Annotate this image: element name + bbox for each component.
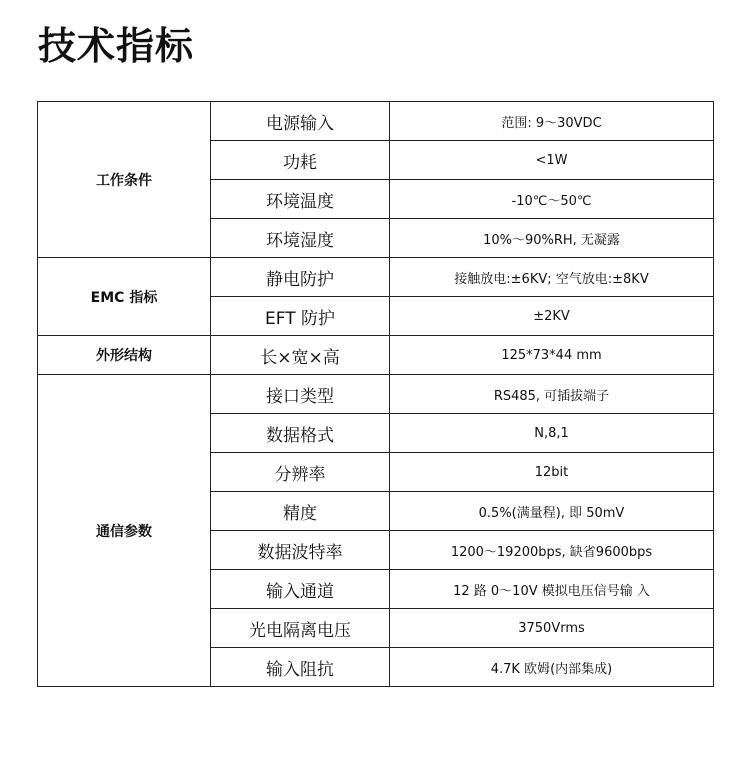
param-name: 长×宽×高 (211, 336, 390, 375)
table-row (38, 375, 714, 414)
param-value: 4.7K 欧姆(内部集成) (390, 648, 714, 687)
group-label-working-conditions: 工作条件 (38, 102, 211, 258)
param-value: 10%～90%RH, 无凝露 (390, 219, 714, 258)
param-value: <1W (390, 141, 714, 180)
param-name: 分辨率 (211, 453, 390, 492)
param-value: 接触放电:±6KV; 空气放电:±8KV (390, 258, 714, 297)
param-name: 功耗 (211, 141, 390, 180)
param-name: 数据波特率 (211, 531, 390, 570)
group-label-communication: 通信参数 (38, 375, 211, 687)
param-name: 接口类型 (211, 375, 390, 414)
spec-table (37, 101, 714, 687)
table-row (38, 258, 714, 297)
page-title: 技术指标 (38, 24, 195, 68)
param-value: 12 路 0～10V 模拟电压信号输 入 (390, 570, 714, 609)
param-value: 12bit (390, 453, 714, 492)
param-value: 范围: 9～30VDC (390, 102, 714, 141)
param-value: 0.5%(满量程), 即 50mV (390, 492, 714, 531)
param-value: 3750Vrms (390, 609, 714, 648)
param-name: 精度 (211, 492, 390, 531)
param-value: RS485, 可插拔端子 (390, 375, 714, 414)
group-label-emc: EMC 指标 (38, 258, 211, 336)
param-name: 环境温度 (211, 180, 390, 219)
param-name: 光电隔离电压 (211, 609, 390, 648)
param-value: ±2KV (390, 297, 714, 336)
table-row (38, 102, 714, 141)
param-name: 输入阻抗 (211, 648, 390, 687)
param-name: 数据格式 (211, 414, 390, 453)
table-row (38, 336, 714, 375)
param-value: N,8,1 (390, 414, 714, 453)
param-value: -10℃～50℃ (390, 180, 714, 219)
param-value: 1200～19200bps, 缺省9600bps (390, 531, 714, 570)
param-name: 输入通道 (211, 570, 390, 609)
group-label-dimensions: 外形结构 (38, 336, 211, 375)
param-name: 静电防护 (211, 258, 390, 297)
param-value: 125*73*44 mm (390, 336, 714, 375)
param-name: EFT 防护 (211, 297, 390, 336)
param-name: 电源输入 (211, 102, 390, 141)
param-name: 环境湿度 (211, 219, 390, 258)
